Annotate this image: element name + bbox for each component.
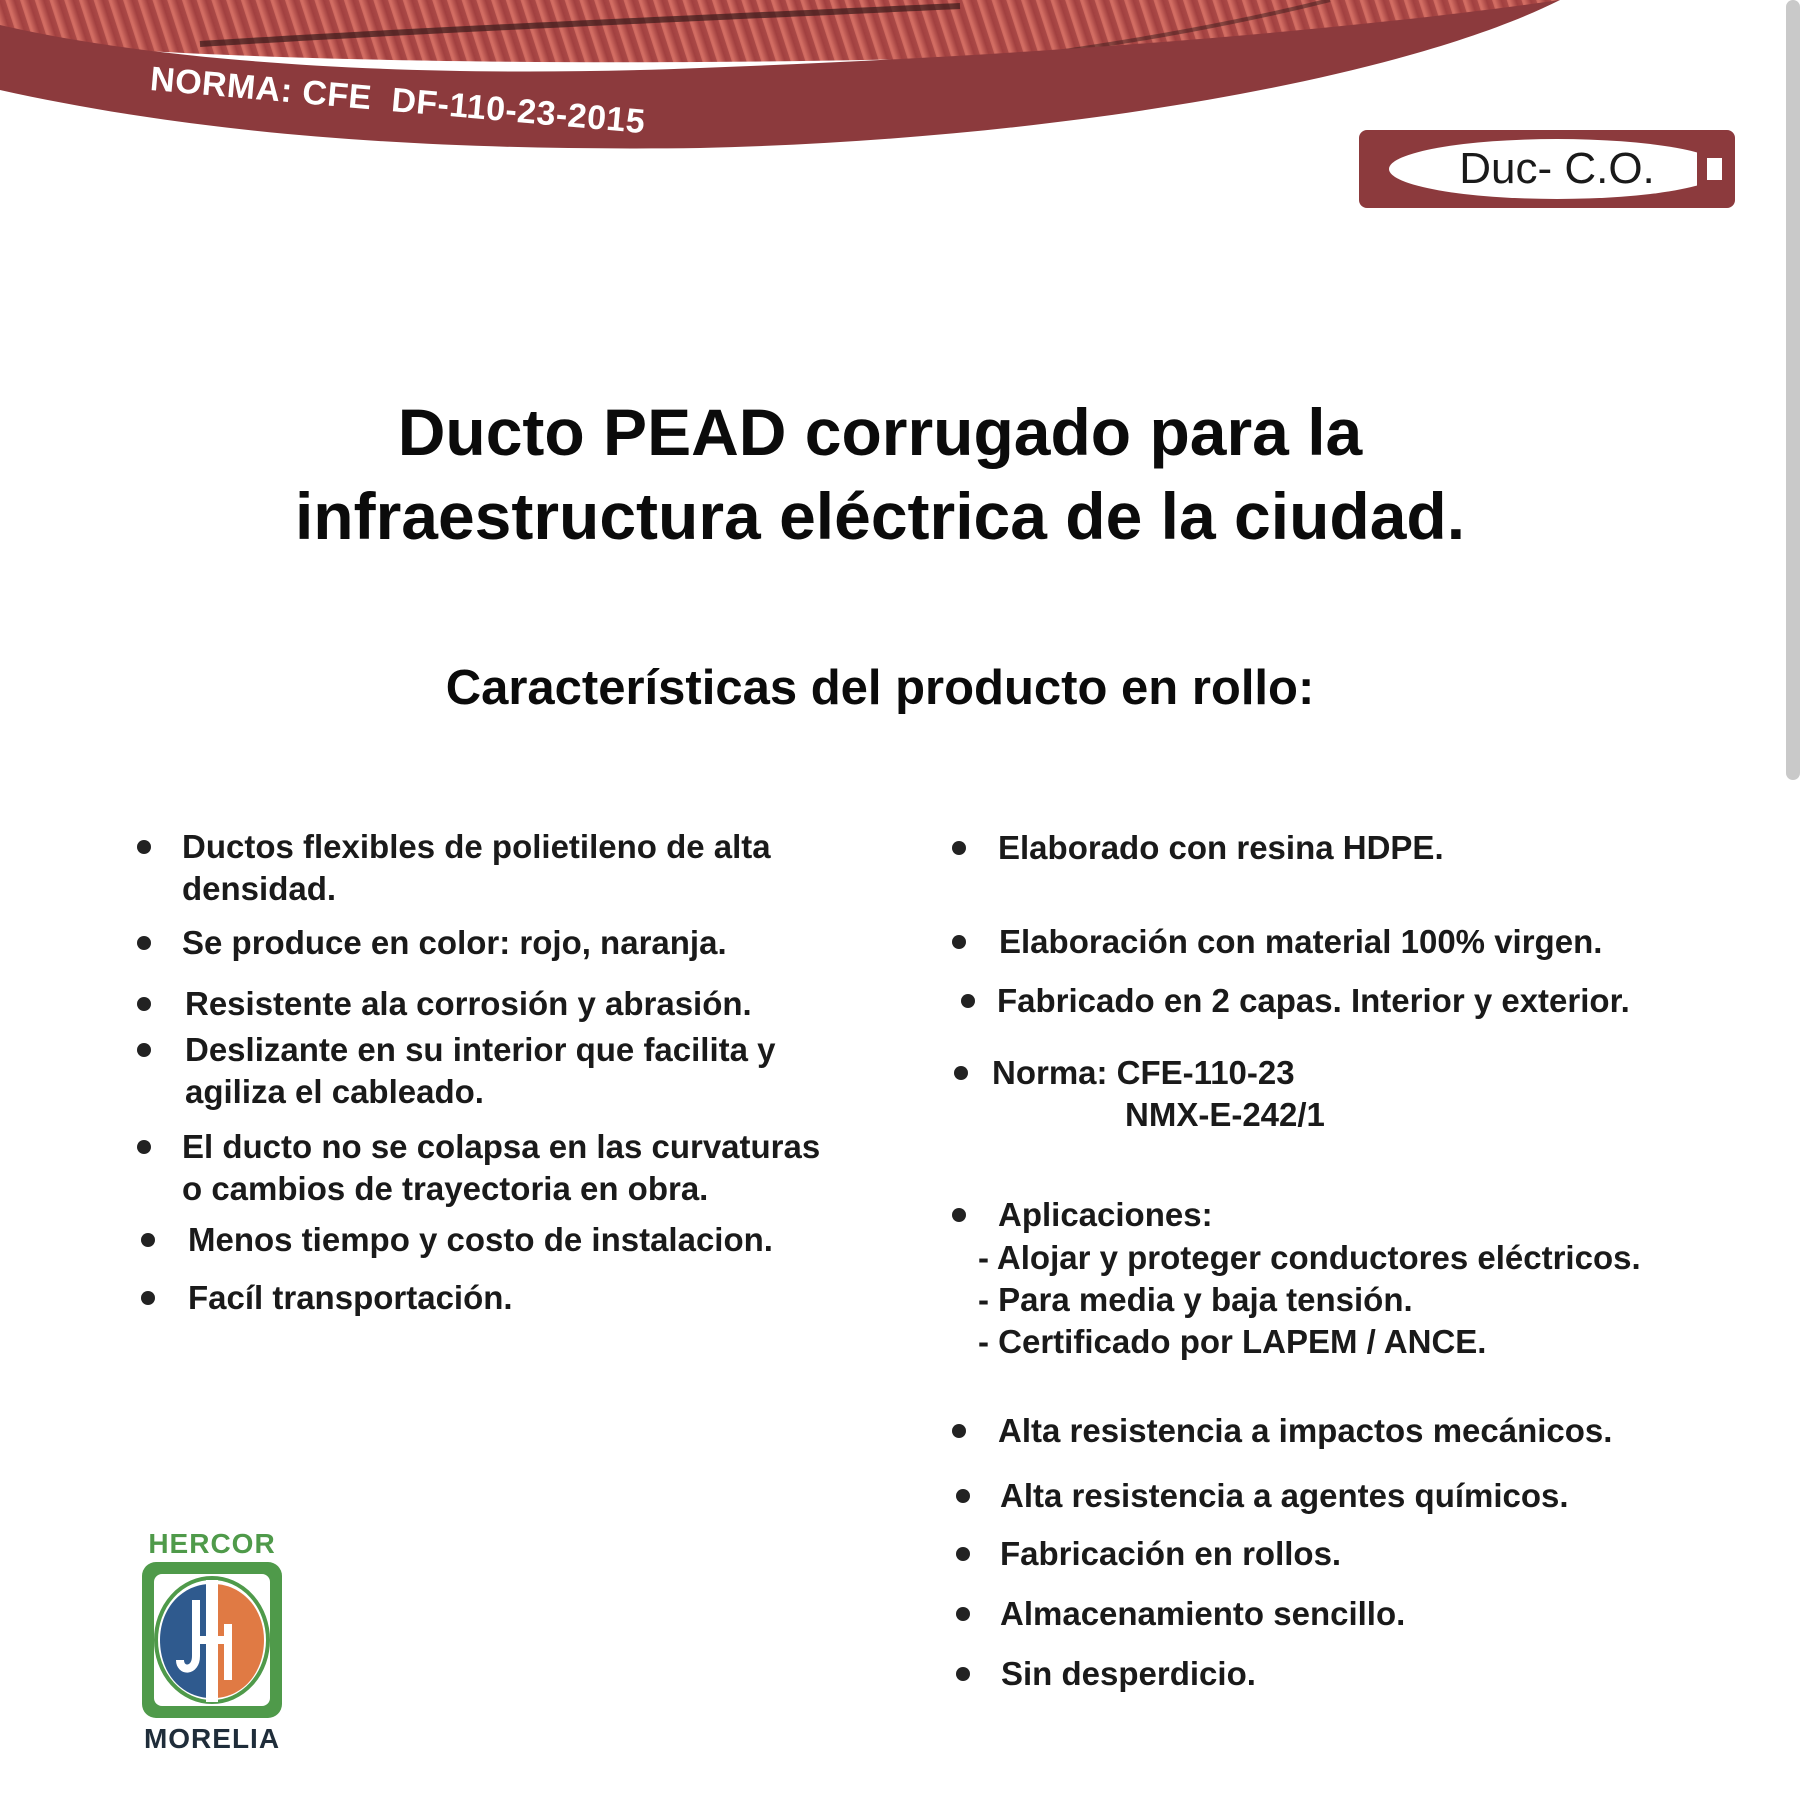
hercor-emblem-icon <box>140 1560 284 1720</box>
feature-text: Almacenamiento sencillo. <box>1000 1595 1406 1632</box>
feature-text: NMX-E-242/1 <box>1125 1096 1325 1133</box>
feature-text: Elaborado con resina HDPE. <box>998 829 1444 866</box>
bullet-icon <box>137 840 151 854</box>
feature-text: Ductos flexibles de polietileno de alta <box>182 828 771 865</box>
logo-bottom-text: MORELIA <box>143 1723 281 1754</box>
feature-subtext: - Para media y baja tensión. <box>978 1281 1413 1318</box>
feature-text: Fabricado en 2 capas. Interior y exterior. <box>997 982 1630 1019</box>
left-feature-list <box>137 826 897 1346</box>
bullet-icon <box>137 1140 151 1154</box>
feature-subtext: - Certificado por LAPEM / ANCE. <box>978 1323 1487 1360</box>
feature-text: Alta resistencia a agentes químicos. <box>1000 1477 1569 1514</box>
feature-text: o cambios de trayectoria en obra. <box>182 1170 709 1207</box>
bullet-icon <box>137 997 151 1011</box>
feature-text: Menos tiempo y costo de instalacion. <box>188 1221 773 1258</box>
bullet-icon <box>952 935 966 949</box>
feature-text: Se produce en color: rojo, naranja. <box>182 924 727 961</box>
feature-text: densidad. <box>182 870 337 907</box>
scrollbar[interactable] <box>1786 0 1800 780</box>
feature-text: Resistente ala corrosión y abrasión. <box>185 985 752 1022</box>
title-line-2: infraestructura eléctrica de la ciudad. <box>294 479 1466 553</box>
bullet-icon <box>954 1066 968 1080</box>
brand-name: Duc- C.O. <box>1459 144 1655 193</box>
feature-text: El ducto no se colapsa en las curvaturas <box>182 1128 821 1165</box>
bullet-icon <box>956 1547 970 1561</box>
feature-text: Aplicaciones: <box>998 1196 1213 1233</box>
bullet-icon <box>952 841 966 855</box>
page-title <box>180 390 1580 558</box>
bullet-icon <box>137 1043 151 1057</box>
feature-text: Elaboración con material 100% virgen. <box>999 923 1603 960</box>
feature-text: Fabricación en rollos. <box>1000 1535 1342 1572</box>
bullet-icon <box>956 1607 970 1621</box>
brand-badge <box>1357 128 1737 210</box>
norma-prefix: NORMA: CFE <box>148 60 374 118</box>
title-line-1: Ducto PEAD corrugado para la <box>397 395 1363 469</box>
hercor-logo <box>138 1528 286 1758</box>
bullet-icon <box>141 1233 155 1247</box>
feature-text: Facíl transportación. <box>188 1279 513 1316</box>
bullet-icon <box>961 994 975 1008</box>
feature-text: Sin desperdicio. <box>1001 1655 1256 1692</box>
feature-text: Norma: CFE-110-23 <box>992 1054 1295 1091</box>
feature-text: agiliza el cableado. <box>185 1073 484 1110</box>
bullet-icon <box>952 1424 966 1438</box>
logo-top-text: HERCOR <box>148 1528 276 1559</box>
feature-subtext: - Alojar y proteger conductores eléctricos. <box>978 1239 1641 1276</box>
right-feature-list <box>952 827 1712 1707</box>
bullet-icon <box>956 1489 970 1503</box>
feature-text: Alta resistencia a impactos mecánicos. <box>998 1412 1613 1449</box>
section-subtitle: Características del producto en rollo: <box>445 661 1315 715</box>
feature-text: Deslizante en su interior que facilita y <box>185 1031 776 1068</box>
bullet-icon <box>952 1208 966 1222</box>
norma-code: DF-110-23-2015 <box>389 81 647 142</box>
bullet-icon <box>956 1667 970 1681</box>
bullet-icon <box>141 1291 155 1305</box>
bullet-icon <box>137 936 151 950</box>
